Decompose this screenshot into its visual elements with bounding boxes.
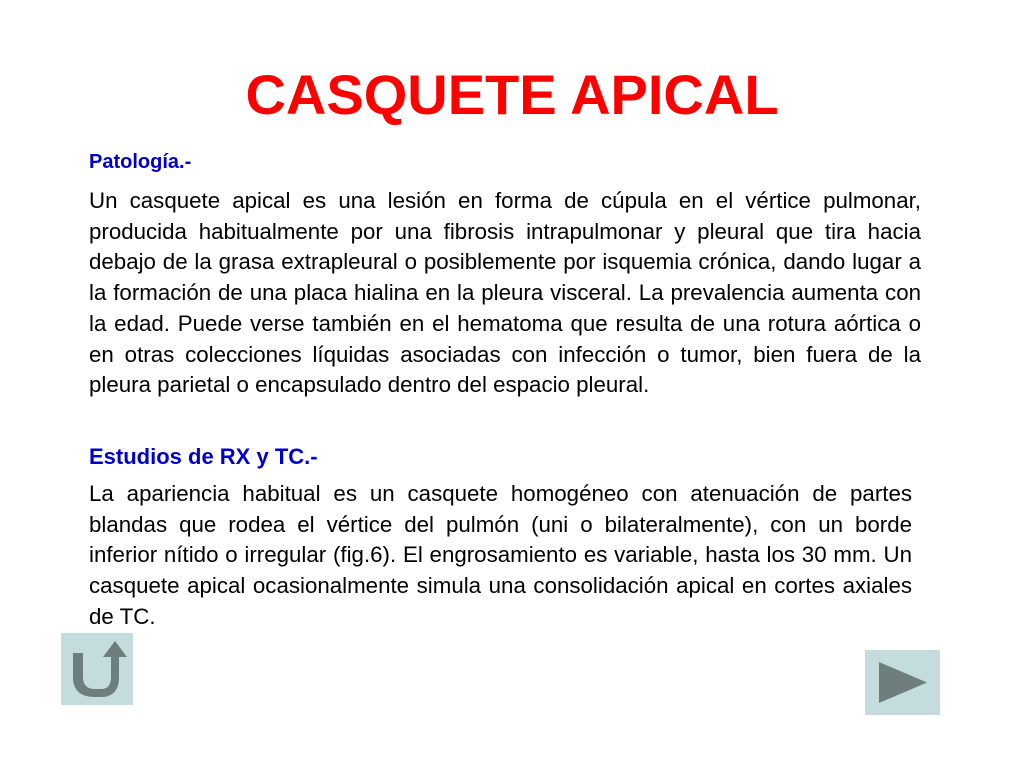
return-arrow-icon [61, 633, 133, 705]
section-heading-pathology: Patología.- [89, 151, 192, 173]
back-button[interactable] [61, 633, 133, 705]
section-heading-imaging: Estudios de RX y TC.- [89, 444, 318, 469]
next-button[interactable] [865, 650, 940, 715]
play-triangle-icon [865, 650, 940, 715]
section-text-imaging: La apariencia habitual es un casquete homogéneo con atenuación de partes blandas que rodea el vértice del pulmón (uni o bilateralmente), con un borde inferior nítido o irregular (fig.6). El engrosamiento es variable, hasta los 30 mm. Un casquete apical ocasionalmente simula una consolidación apical en cortes axiales de TC. [89, 481, 912, 629]
section-text-pathology: Un casquete apical es una lesión en forma de cúpula en el vértice pulmonar, producida habitualmente por una fibrosis intrapulmonar y pleural que tira hacia debajo de la grasa extrapleural o posiblemente por isquemia crónica, dando lugar a la formación de una placa hialina en la pleura visceral. La prevalencia aumenta con la edad. Puede verse también en el hematoma que resulta de una rotura aórtica o en otras colecciones líquidas asociadas con infección o tumor, bien fuera de la pleura parietal o encapsulado dentro del espacio pleural. [89, 188, 921, 398]
slide-title: CASQUETE APICAL [245, 63, 779, 126]
